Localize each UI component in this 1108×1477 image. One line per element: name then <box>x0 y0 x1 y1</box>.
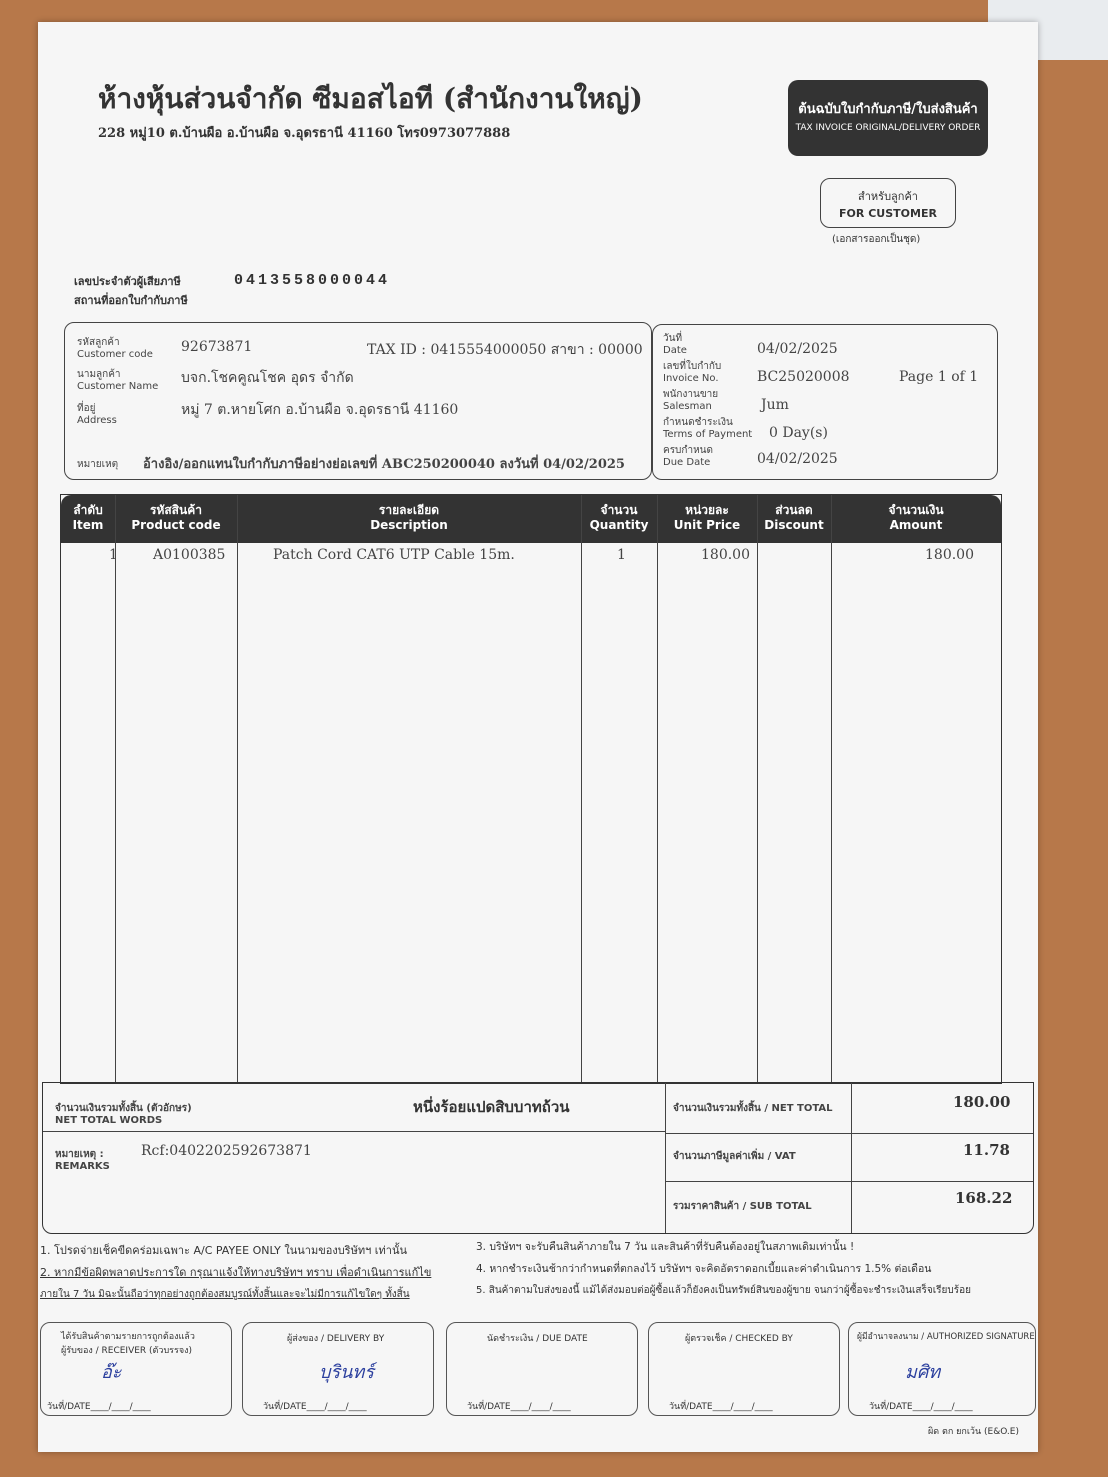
row-unit-price: 180.00 <box>701 547 750 563</box>
note-2a: 2. หากมีข้อผิดพลาดประการใด กรุณาแจ้งให้ทางบริษัทฯ ทราบ เพื่อดำเนินการแก้ไข <box>40 1266 432 1279</box>
receiver-date-line: วันที่/DATE____/____/____ <box>47 1402 151 1412</box>
taxid-value: 0413558000044 <box>234 272 391 289</box>
company-name: ห้างหุ้นส่วนจำกัด ซีมอสไอที (สำนักงานใหญ่) <box>98 82 643 115</box>
totals-divider <box>665 1133 1033 1134</box>
note-1: 1. โปรดจ่ายเช็คขีดคร่อมเฉพาะ A/C PAYEE ONLY ในนามของบริษัทฯ เท่านั้น <box>40 1244 407 1257</box>
header-discount: ส่วนลด Discount <box>764 503 824 532</box>
authorized-signature: มศิท <box>905 1362 941 1383</box>
row-amount: 180.00 <box>925 547 974 563</box>
customer-tax-id: TAX ID : 0415554000050 สาขา : 00000 <box>367 342 643 358</box>
customer-box <box>64 322 652 480</box>
authorized-signature-box <box>848 1322 1036 1416</box>
customer-code-label: รหัสลูกค้า Customer code <box>77 337 153 360</box>
delivery-label: ผู้ส่งของ / DELIVERY BY <box>287 1334 385 1344</box>
branch-label: สถานที่ออกใบกำกับภาษี <box>74 294 188 307</box>
doc-type-th: ต้นฉบับใบกำกับภาษี/ใบส่งสินค้า <box>798 102 978 117</box>
taxid-labels <box>74 272 188 310</box>
net-total-words: หนึ่งร้อยแปดสิบบาทถ้วน <box>413 1098 570 1116</box>
header-amount: จำนวนเงิน Amount <box>888 503 944 532</box>
words-label: จำนวนเงินรวมทั้งสิ้น (ตัวอักษร) NET TOTAL WORDS <box>55 1103 192 1126</box>
invoice-date: 04/02/2025 <box>757 341 838 357</box>
checked-by-box <box>648 1322 840 1416</box>
customer-copy-badge <box>820 178 956 228</box>
subtotal-value: 168.22 <box>955 1189 1013 1207</box>
note-4: 4. หากชำระเงินช้ากว่ากำหนดที่ตกลงไว้ บริษัทฯ จะคิดอัตราดอกเบี้ยและค่าดำเนินการ 1.5% ต่อเดือน <box>476 1263 932 1275</box>
header-description: รายละเอียด Description <box>370 503 448 532</box>
customer-remark-label: หมายเหตุ <box>77 459 119 470</box>
receiver-signature-box <box>40 1322 232 1416</box>
authorized-label: ผู้มีอำนาจลงนาม / AUTHORIZED SIGNATURE <box>857 1332 1035 1342</box>
salesman: Jum <box>761 397 789 413</box>
totals-divider <box>43 1131 665 1132</box>
invoice-no-label: เลขที่ใบกำกับ Invoice No. <box>663 361 722 384</box>
set-note: (เอกสารออกเป็นชุด) <box>832 234 921 245</box>
column-divider <box>831 495 832 1083</box>
items-table <box>60 494 1002 1084</box>
due-date-label: นัดชำระเงิน / DUE DATE <box>487 1334 588 1344</box>
remarks-value: Rcf:0402202592673871 <box>141 1143 312 1159</box>
table-header <box>61 495 1001 543</box>
invoice-paper <box>38 22 1038 1452</box>
date-label: วันที่ Date <box>663 333 687 356</box>
payment-terms: 0 Day(s) <box>769 425 828 441</box>
row-item-number: 1 <box>109 547 118 563</box>
delivery-date-line: วันที่/DATE____/____/____ <box>263 1402 367 1412</box>
header-item: ลำดับ Item <box>72 503 104 532</box>
totals-divider <box>851 1083 852 1233</box>
checked-date-line: วันที่/DATE____/____/____ <box>669 1402 773 1412</box>
header-unit-price: หน่วยละ Unit Price <box>673 503 741 532</box>
salesman-label: พนักงานขาย Salesman <box>663 389 719 412</box>
document-type-badge <box>788 80 988 156</box>
due-date: 04/02/2025 <box>757 451 838 467</box>
delivery-signature: บุรินทร์ <box>319 1362 374 1383</box>
column-divider <box>757 495 758 1083</box>
subtotal-label: รวมราคาสินค้า / SUB TOTAL <box>673 1201 812 1212</box>
customer-address-label: ที่อยู่ Address <box>77 403 117 426</box>
column-divider <box>657 495 658 1083</box>
receiver-label-1: ได้รับสินค้าตามรายการถูกต้องแล้ว <box>61 1332 195 1342</box>
note-3: 3. บริษัทฯ จะรับคืนสินค้าภายใน 7 วัน และสินค้าที่รับคืนต้องอยู่ในสภาพเดิมเท่านั้น ! <box>476 1241 855 1253</box>
header-code: รหัสสินค้า Product code <box>131 503 221 532</box>
note-5: 5. สินค้าตามใบส่งของนี้ แม้ได้ส่งมอบต่อผู้ซื้อแล้วก็ยังคงเป็นทรัพย์สินของผู้ขาย จนกว่าผู้ซื้อจะชำระเงินเสร็จเรียบร้อย <box>476 1285 971 1296</box>
footer-eoe: ผิด ตก ยกเว้น (E&O.E) <box>928 1427 1019 1437</box>
notes-right <box>476 1236 1036 1302</box>
column-divider <box>581 495 582 1083</box>
company-address: 228 หมู่10 ต.บ้านผือ อ.บ้านผือ จ.อุดรธานี 41160 โทร0973077888 <box>98 126 511 141</box>
totals-box <box>42 1082 1034 1234</box>
column-divider <box>237 495 238 1083</box>
net-total-label: จำนวนเงินรวมทั้งสิ้น / NET TOTAL <box>673 1103 833 1114</box>
totals-divider <box>665 1181 1033 1182</box>
doc-type-en: TAX INVOICE ORIGINAL/DELIVERY ORDER <box>795 123 981 133</box>
authorized-date-line: วันที่/DATE____/____/____ <box>869 1402 973 1412</box>
row-product-code: A0100385 <box>153 547 226 563</box>
row-description: Patch Cord CAT6 UTP Cable 15m. <box>273 547 515 563</box>
invoice-info-box <box>652 324 998 480</box>
vat-label: จำนวนภาษีมูลค่าเพิ่ม / VAT <box>673 1151 796 1162</box>
customer-name-label: นามลูกค้า Customer Name <box>77 369 159 392</box>
checked-by-label: ผู้ตรวจเช็ค / CHECKED BY <box>685 1334 793 1344</box>
page-number: Page 1 of 1 <box>899 369 979 385</box>
receiver-label-2: ผู้รับของ / RECEIVER (ตัวบรรจง) <box>61 1346 193 1356</box>
row-quantity: 1 <box>617 547 626 563</box>
receiver-signature: อ๊ะ <box>101 1362 122 1383</box>
vat-value: 11.78 <box>963 1141 1010 1159</box>
remarks-label: หมายเหตุ : REMARKS <box>55 1149 110 1172</box>
customer-address: หมู่ 7 ต.หายโศก อ.บ้านผือ จ.อุดรธานี 41160 <box>181 402 459 418</box>
header-quantity: จำนวน Quantity <box>589 503 649 532</box>
note-2b: ภายใน 7 วัน มิฉะนั้นถือว่าทุกอย่างถูกต้องสมบูรณ์ทั้งสิ้นและจะไม่มีการแก้ไขใดๆ ทั้งสิ้น <box>40 1289 410 1300</box>
notes-left <box>40 1240 480 1306</box>
column-divider <box>115 495 116 1083</box>
customer-name: บจก.โชคคูณโชค อุดร จำกัด <box>181 370 354 386</box>
net-total-value: 180.00 <box>953 1093 1011 1111</box>
copy-th: สำหรับลูกค้า <box>858 190 918 203</box>
customer-code: 92673871 <box>181 339 253 355</box>
delivery-signature-box <box>242 1322 434 1416</box>
invoice-no: BC25020008 <box>757 369 850 385</box>
customer-remark: อ้างอิง/ออกแทนใบกำกับภาษีอย่างย่อเลขที่ ABC250200040 ลงวันที่ 04/02/2025 <box>143 457 625 472</box>
totals-divider <box>665 1083 666 1233</box>
due-label: ครบกำหนด Due Date <box>663 445 713 468</box>
due-date-box <box>446 1322 638 1416</box>
due-date-line: วันที่/DATE____/____/____ <box>467 1402 571 1412</box>
terms-label: กำหนดชำระเงิน Terms of Payment <box>663 417 753 440</box>
taxid-label: เลขประจำตัวผู้เสียภาษี <box>74 275 181 288</box>
copy-en: FOR CUSTOMER <box>839 207 937 220</box>
